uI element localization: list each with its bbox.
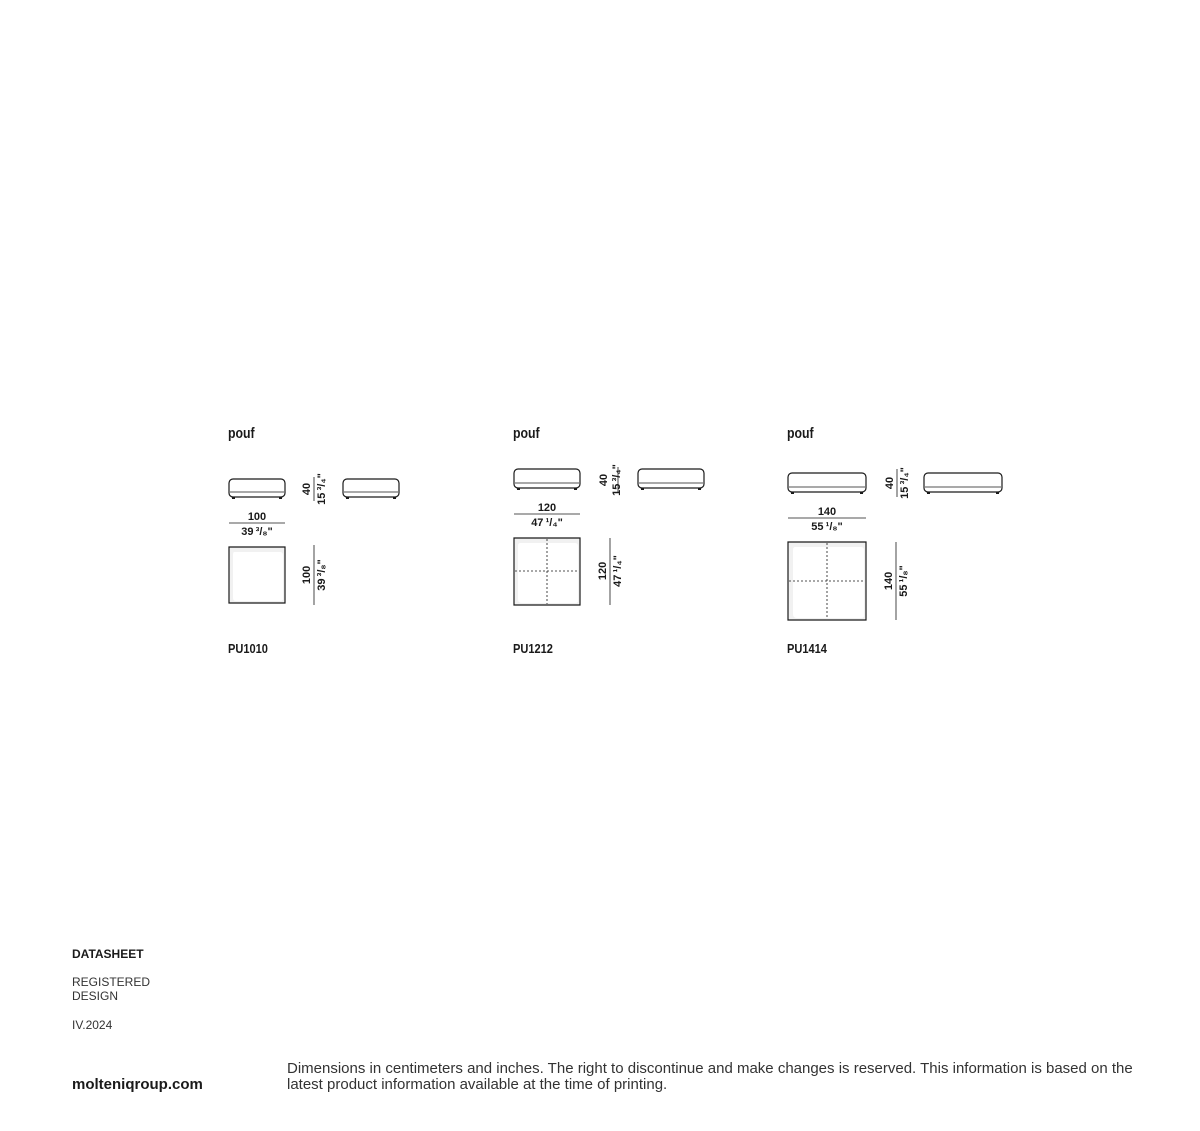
width-cm: 120	[537, 502, 557, 514]
height-dimension	[884, 467, 911, 499]
pu1212-drawing	[513, 425, 713, 665]
height-cm: 40	[884, 476, 896, 490]
product-code: PU1414	[787, 641, 827, 656]
registered-line2: DESIGN	[72, 989, 119, 1003]
pu1010-drawing	[228, 425, 428, 665]
width-cm: 140	[817, 506, 837, 518]
plan-view	[788, 542, 866, 620]
height-in: 15 ³/₄"	[611, 464, 623, 496]
depth-cm: 100	[301, 565, 313, 585]
registered-line1: REGISTERED	[72, 975, 151, 989]
plan-view	[514, 538, 580, 605]
depth-dimension	[301, 545, 328, 605]
depth-cm: 120	[597, 561, 609, 581]
depth-cm: 140	[883, 571, 895, 591]
height-dimension	[598, 464, 623, 496]
width-dimension	[788, 506, 866, 533]
depth-in: 55 ¹/₈"	[898, 565, 910, 597]
product-title: pouf	[228, 425, 255, 442]
front-view	[229, 479, 285, 499]
width-in: 39 ³/₈"	[241, 526, 273, 538]
width-in: 55 ¹/₈"	[811, 521, 843, 533]
width-dimension	[514, 502, 580, 529]
side-view	[924, 473, 1002, 494]
depth-dimension	[597, 538, 624, 605]
product-pu1212	[513, 425, 713, 665]
width-cm: 100	[247, 511, 267, 523]
pu1414-drawing	[787, 425, 1017, 665]
side-view	[343, 479, 399, 499]
product-pu1414	[787, 425, 1017, 665]
side-view	[638, 469, 704, 490]
product-title: pouf	[787, 425, 814, 442]
product-title: pouf	[513, 425, 540, 442]
front-view	[788, 473, 866, 494]
height-cm: 40	[598, 473, 610, 487]
height-cm: 40	[301, 482, 313, 496]
depth-in: 47 ¹/₄"	[612, 555, 624, 587]
height-dimension	[301, 473, 328, 505]
registered-design	[72, 975, 150, 1003]
edition-date: IV.2024	[72, 1018, 113, 1032]
product-code: PU1010	[228, 641, 268, 656]
height-in: 15 ³/₄"	[316, 473, 328, 505]
front-view	[514, 469, 580, 490]
depth-in: 39 ³/₈"	[316, 559, 328, 591]
product-pu1010	[228, 425, 428, 665]
datasheet-label: DATASHEET	[72, 947, 144, 961]
width-in: 47 ¹/₄"	[531, 517, 563, 529]
height-in: 15 ³/₄"	[899, 467, 911, 499]
depth-dimension	[883, 542, 910, 620]
product-code: PU1212	[513, 641, 553, 656]
disclaimer-text: Dimensions in centimeters and inches. The right to discontinue and make changes is reserved. This information is based on the latest product information available at the time of printing.	[287, 1060, 1133, 1093]
website-link[interactable]: molteniqroup.com	[72, 1076, 203, 1093]
plan-view	[229, 547, 285, 603]
width-dimension	[229, 511, 285, 538]
